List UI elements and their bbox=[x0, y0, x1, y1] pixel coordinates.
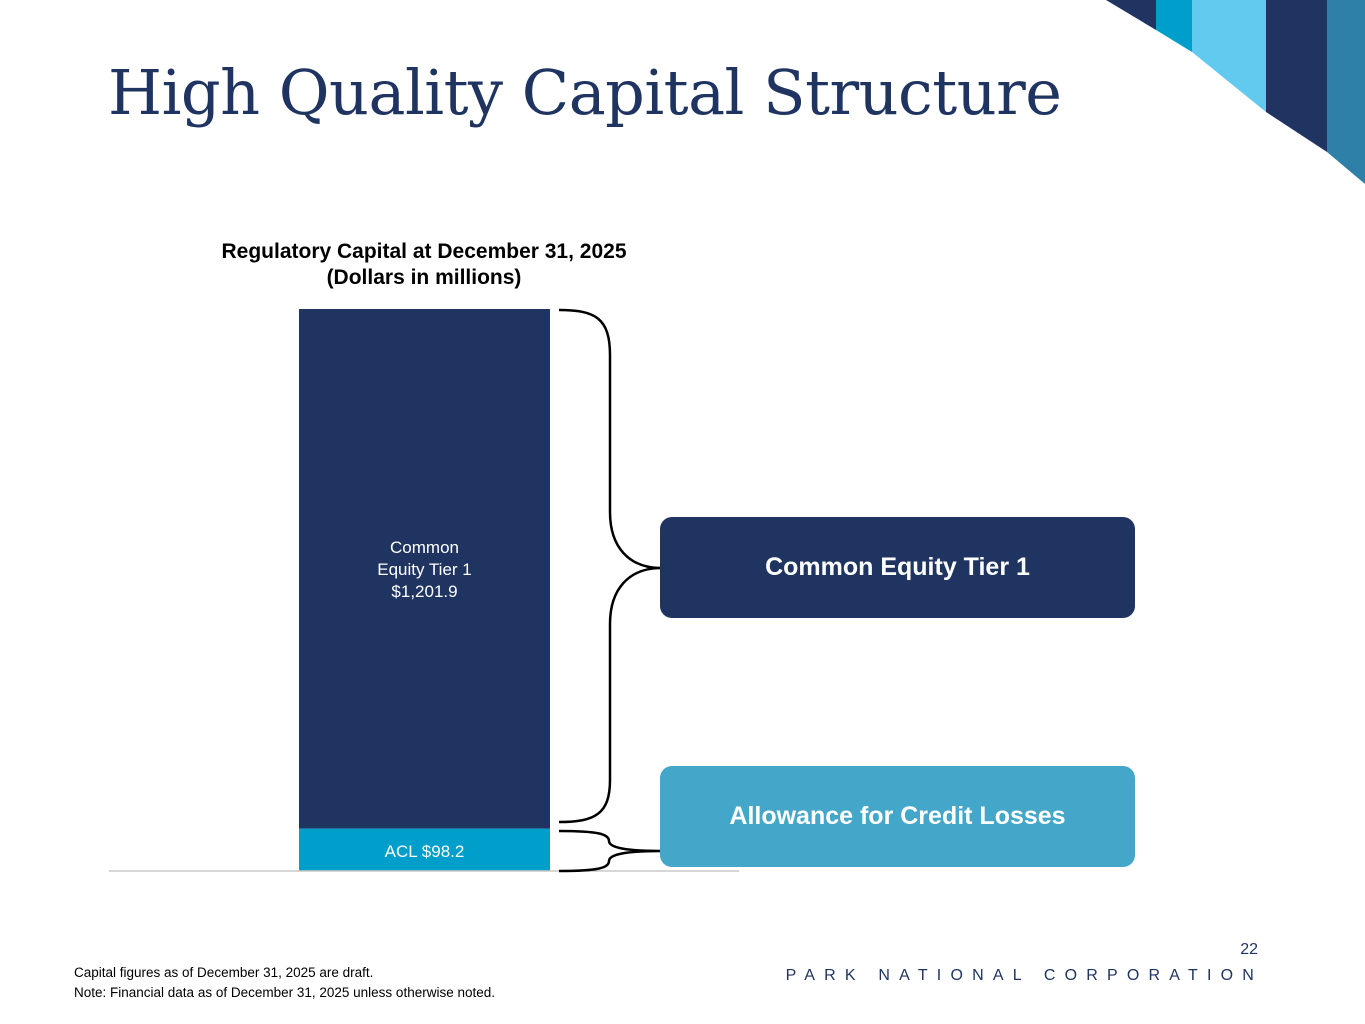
chart-title: Regulatory Capital at December 31, 2025 bbox=[221, 240, 627, 263]
company-name: PARK NATIONAL CORPORATION bbox=[785, 967, 1263, 984]
footnote-note: Note: Financial data as of December 31, 2025 unless otherwise noted. bbox=[74, 985, 495, 1000]
callout-common-equity-tier-1: Common Equity Tier 1 bbox=[660, 517, 1135, 618]
chart-subtitle: (Dollars in millions) bbox=[326, 266, 522, 289]
brace-cet1 bbox=[559, 310, 661, 822]
bar-label-cet1-line1: Common bbox=[390, 538, 459, 557]
page-title: High Quality Capital Structure bbox=[108, 56, 1062, 129]
bar-label-cet1-line3: $1,201.9 bbox=[391, 582, 458, 601]
bar-label-cet1-line2: Equity Tier 1 bbox=[377, 560, 472, 579]
bar-label-acl: ACL $98.2 bbox=[384, 842, 465, 861]
footnote-draft: Capital figures as of December 31, 2025 are draft. bbox=[74, 965, 374, 980]
page-number: 22 bbox=[1240, 941, 1258, 958]
brace-acl bbox=[559, 831, 661, 871]
callout-allowance-for-credit-losses: Allowance for Credit Losses bbox=[660, 766, 1135, 867]
